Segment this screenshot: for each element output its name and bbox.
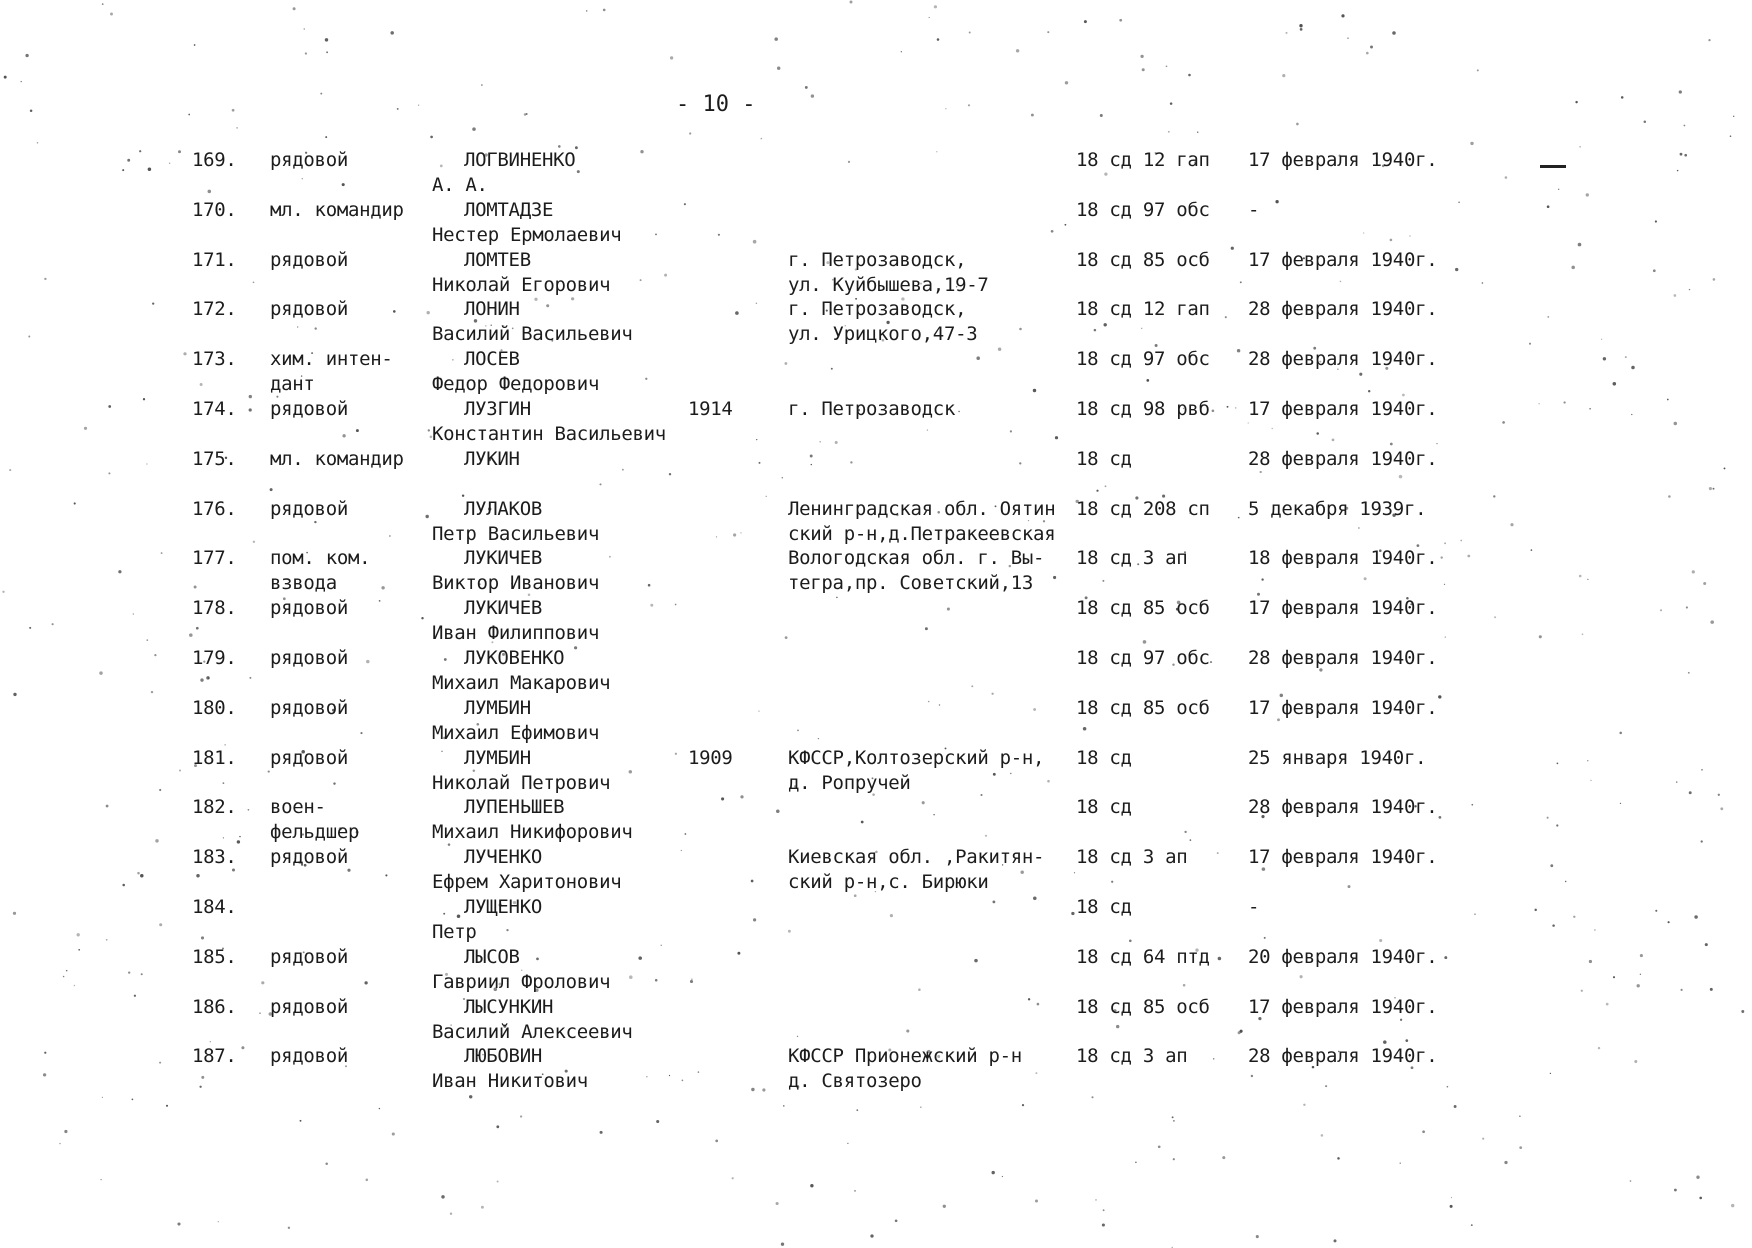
record-given-name: Федор Федорович: [432, 373, 600, 396]
record-address: ский р-н,д.Петракеевская: [788, 522, 1056, 545]
record-given-name: Ефрем Харитонович: [432, 871, 622, 894]
record-date: -: [1248, 198, 1260, 221]
record-unit: 18 сд 3 ап: [1076, 846, 1188, 869]
record-surname: ЛОМТЕВ: [464, 248, 531, 271]
record-date: 25 января 1940г.: [1248, 746, 1427, 769]
record-surname: ЛУЧЕНКО: [464, 846, 542, 869]
record-surname: ЛУПЕНЬШЕВ: [464, 796, 565, 819]
record-surname: ЛУЗГИН: [464, 398, 531, 420]
record-date: 17 февраля 1940г.: [1248, 248, 1438, 271]
record-unit: 18 сд 208 сп: [1076, 497, 1210, 520]
record-unit: 18 сд: [1076, 746, 1132, 769]
record-surname: ЛЮБОВИН: [464, 1045, 542, 1068]
record-date: 28 февраля 1940г.: [1248, 298, 1438, 321]
record-given-name: Петр Васильевич: [432, 522, 600, 545]
record-address: д. Святозеро: [788, 1070, 922, 1093]
record-number: 181.: [192, 746, 237, 769]
record-rank: рядовой: [270, 149, 348, 171]
record-address: г. Петрозаводск,: [788, 248, 967, 271]
record-rank: хим. интен-: [270, 348, 393, 371]
record-rank: фельдшер: [270, 821, 360, 844]
record-given-name: Константин Васильевич: [432, 423, 666, 445]
record-surname: ЛУЩЕНКО: [464, 896, 542, 918]
record-unit: 18 сд 85 осб: [1076, 696, 1210, 719]
record-given-name: Виктор Иванович: [432, 572, 600, 595]
record-given-name: Николай Егорович: [432, 273, 611, 296]
record-surname: ЛОМТАДЗЕ: [464, 198, 554, 221]
record-unit: 18 сд 12 гап: [1076, 298, 1210, 321]
record-number: 185.: [192, 945, 237, 968]
record-rank: рядовой: [270, 696, 348, 719]
record-address: Киевская обл. ,Ракитян-: [788, 846, 1045, 869]
record-given-name: Нестер Ермолаевич: [432, 223, 622, 246]
record-rank: рядовой: [270, 647, 348, 669]
record-date: 17 февраля 1940г.: [1248, 398, 1438, 420]
record-number: 183.: [192, 846, 237, 869]
record-number: 173.: [192, 348, 237, 371]
record-given-name: Михаил Ефимович: [432, 721, 600, 744]
record-unit: 18 сд 85 осб: [1076, 248, 1210, 271]
record-rank: рядовой: [270, 746, 348, 769]
record-surname: ЛУМБИН: [464, 696, 531, 719]
record-unit: 18 сд 85 осб: [1076, 597, 1210, 620]
record-address: Ленинградская обл. Оятин: [788, 497, 1056, 520]
record-unit: 18 сд 97 обс: [1076, 348, 1210, 371]
record-number: 187.: [192, 1045, 237, 1068]
record-given-name: Петр: [432, 921, 477, 943]
record-date: 17 февраля 1940г.: [1248, 995, 1438, 1018]
record-rank: рядовой: [270, 398, 348, 420]
record-address: Вологодская обл. г. Вы-: [788, 547, 1045, 570]
record-address: д. Ропручей: [788, 771, 911, 794]
record-date: 17 февраля 1940г.: [1248, 597, 1438, 620]
record-number: 186.: [192, 995, 237, 1018]
record-rank: рядовой: [270, 298, 348, 321]
record-date: 28 февраля 1940г.: [1248, 348, 1438, 371]
record-number: 180.: [192, 696, 237, 719]
record-unit: 18 сд 64 птд: [1076, 945, 1210, 968]
record-number: 172.: [192, 298, 237, 321]
record-surname: ЛУКИН: [464, 447, 520, 470]
record-date: 20 февраля 1940г.: [1248, 945, 1438, 968]
record-unit: 18 сд: [1076, 896, 1132, 918]
record-date: 5 декабря 1939г.: [1248, 497, 1427, 520]
record-unit: 18 сд 98 рвб: [1076, 398, 1210, 420]
record-surname: ЛУЛАКОВ: [464, 497, 542, 520]
page-number: - 10 -: [676, 92, 756, 117]
record-date: 17 февраля 1940г.: [1248, 696, 1438, 719]
record-unit: 18 сд 3 ап: [1076, 1045, 1188, 1068]
record-rank: дант: [270, 373, 315, 396]
record-number: 176.: [192, 497, 237, 520]
record-date: -: [1248, 896, 1260, 918]
record-surname: ЛЫСОВ: [464, 945, 520, 968]
record-rank: рядовой: [270, 1045, 348, 1068]
record-date: 17 февраля 1940г.: [1248, 846, 1438, 869]
record-address: ский р-н,с. Бирюки: [788, 871, 989, 894]
record-unit: 18 сд 3 ап: [1076, 547, 1188, 570]
record-birth-year: 1909: [688, 746, 733, 769]
record-given-name: Василий Алексеевич: [432, 1020, 633, 1043]
record-number: 184.: [192, 896, 237, 918]
record-unit: 18 сд: [1076, 447, 1132, 470]
record-address: тегра,пр. Советский,13: [788, 572, 1034, 595]
record-address: г. Петрозаводск: [788, 398, 956, 420]
record-unit: 18 сд: [1076, 796, 1132, 819]
record-date: 28 февраля 1940г.: [1248, 647, 1438, 669]
margin-mark: [1540, 165, 1566, 168]
record-rank: рядовой: [270, 995, 348, 1018]
record-rank: рядовой: [270, 248, 348, 271]
record-date: 17 февраля 1940г.: [1248, 149, 1438, 171]
record-given-name: Михаил Никифорович: [432, 821, 633, 844]
record-number: 182.: [192, 796, 237, 819]
record-number: 171.: [192, 248, 237, 271]
record-number: 169.: [192, 149, 237, 171]
record-rank: взвода: [270, 572, 337, 595]
record-surname: ЛУМБИН: [464, 746, 531, 769]
record-surname: ЛЫСУНКИН: [464, 995, 554, 1018]
record-given-name: Николай Петрович: [432, 771, 611, 794]
record-address: ул. Куйбышева,19-7: [788, 273, 989, 296]
record-date: 28 февраля 1940г.: [1248, 1045, 1438, 1068]
record-surname: ЛОНИН: [464, 298, 520, 321]
record-given-name: А. А.: [432, 174, 488, 196]
record-rank: рядовой: [270, 497, 348, 520]
record-address: КФССР,Колтозерский р-н,: [788, 746, 1045, 769]
record-rank: рядовой: [270, 597, 348, 620]
record-unit: 18 сд 85 осб: [1076, 995, 1210, 1018]
record-date: 18 февраля 1940г.: [1248, 547, 1438, 570]
record-given-name: Иван Филиппович: [432, 622, 600, 645]
record-date: 28 февраля 1940г.: [1248, 447, 1438, 470]
record-surname: ЛОГВИНЕНКО: [464, 149, 576, 171]
record-surname: ЛУКИЧЕВ: [464, 597, 542, 620]
record-unit: 18 сд 12 гап: [1076, 149, 1210, 171]
record-address: КФССР Прионежский р-н: [788, 1045, 1022, 1068]
record-birth-year: 1914: [688, 398, 733, 420]
record-number: 174.: [192, 398, 237, 420]
record-given-name: Василий Васильевич: [432, 323, 633, 346]
record-surname: ЛУКИЧЕВ: [464, 547, 542, 570]
record-rank: мл. командир: [270, 447, 404, 470]
record-given-name: Гавриил Фролович: [432, 970, 611, 993]
record-given-name: Михаил Макарович: [432, 672, 611, 694]
record-rank: рядовой: [270, 846, 348, 869]
record-address: ул. Урицкого,47-3: [788, 323, 978, 346]
record-surname: ЛОСЕВ: [464, 348, 520, 371]
record-number: 179.: [192, 647, 237, 669]
record-surname: ЛУКОВЕНКО: [464, 647, 565, 669]
record-number: 177.: [192, 547, 237, 570]
record-given-name: Иван Никитович: [432, 1070, 588, 1093]
record-rank: мл. командир: [270, 198, 404, 221]
record-date: 28 февраля 1940г.: [1248, 796, 1438, 819]
record-number: 178.: [192, 597, 237, 620]
record-number: 170.: [192, 198, 237, 221]
record-unit: 18 сд 97 обс: [1076, 647, 1210, 669]
record-rank: воен-: [270, 796, 326, 819]
record-rank: рядовой: [270, 945, 348, 968]
record-rank: пом. ком.: [270, 547, 371, 570]
record-unit: 18 сд 97 обс: [1076, 198, 1210, 221]
record-number: 175.: [192, 447, 237, 470]
record-address: г. Петрозаводск,: [788, 298, 967, 321]
